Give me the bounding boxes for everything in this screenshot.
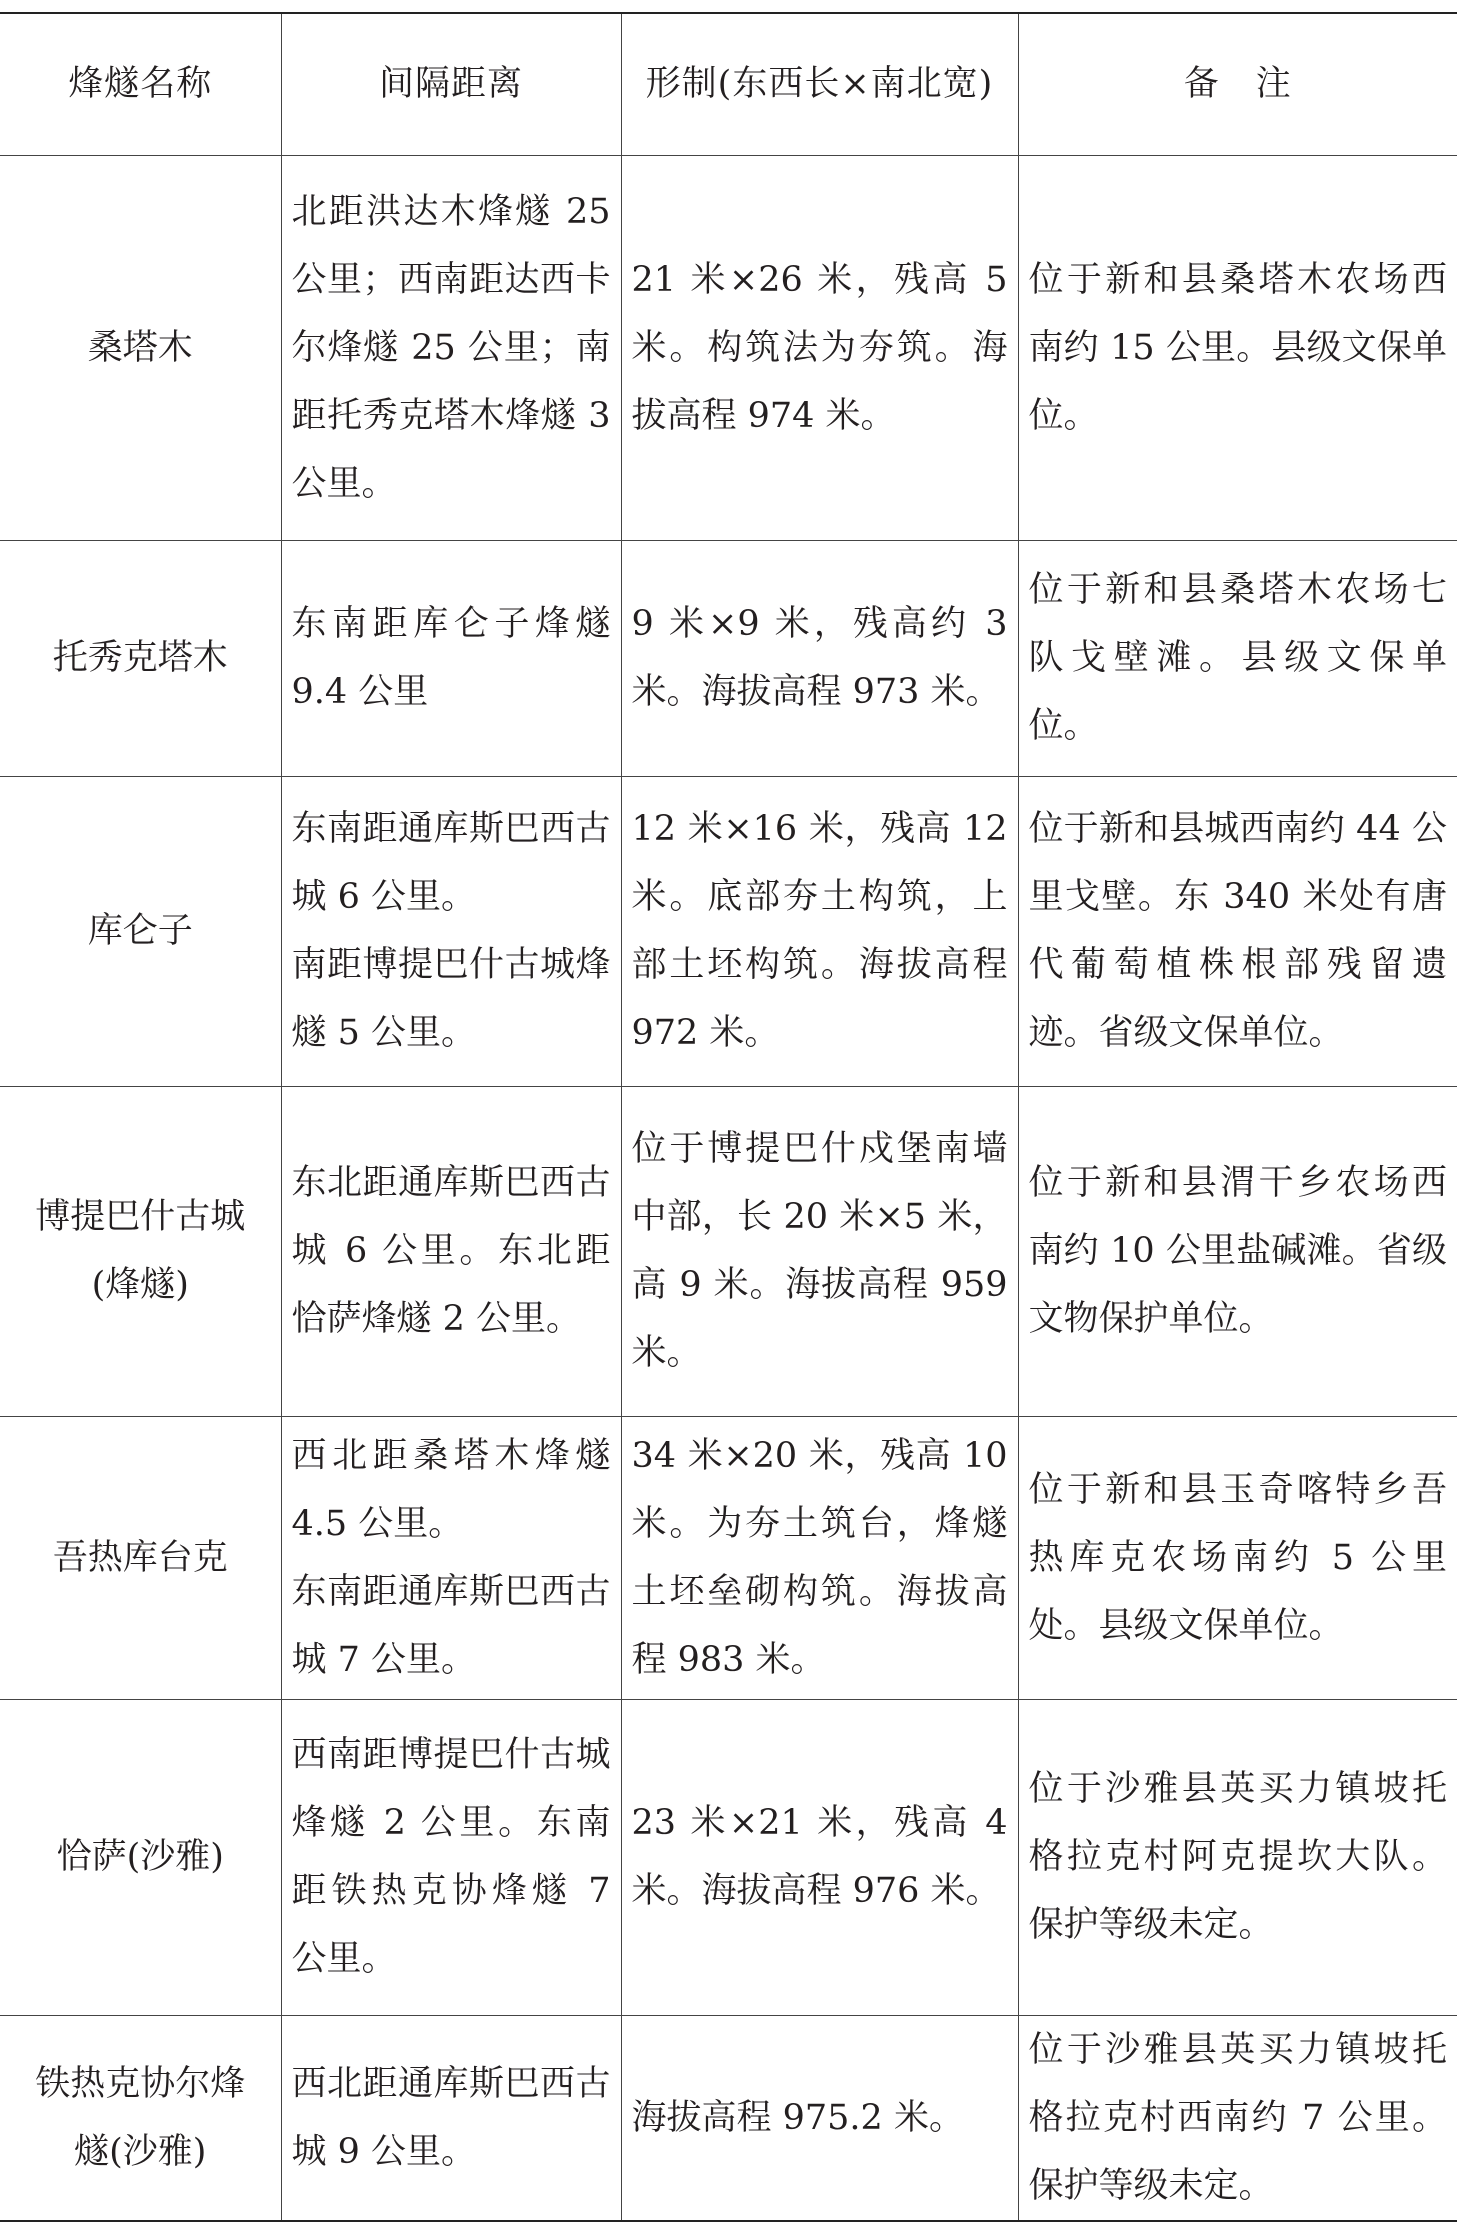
beacon-distance: 西北距桑塔木烽燧 4.5 公里。 东南距通库斯巴西古城 7 公里。 xyxy=(281,1416,621,1699)
beacon-name: 铁热克协尔烽 燧(沙雅) xyxy=(0,2015,281,2221)
beacon-note: 位于沙雅县英买力镇坡托格拉克村阿克提坎大队。保护等级未定。 xyxy=(1018,1699,1457,2015)
beacon-name: 恰萨(沙雅) xyxy=(0,1699,281,2015)
beacon-name: 托秀克塔木 xyxy=(0,540,281,776)
beacon-distance: 北距洪达木烽燧 25 公里；西南距达西卡尔烽燧 25 公里；南距托秀克塔木烽燧 3 公里。 xyxy=(281,155,621,540)
beacon-distance: 东南距通库斯巴西古城 6 公里。 南距博提巴什古城烽燧 5 公里。 xyxy=(281,776,621,1086)
beacon-note: 位于新和县玉奇喀特乡吾热库克农场南约 5 公里处。县级文保单位。 xyxy=(1018,1416,1457,1699)
beacon-name: 桑塔木 xyxy=(0,155,281,540)
table-row xyxy=(0,155,1457,540)
table-row xyxy=(0,1086,1457,1416)
beacon-note: 位于新和县城西南约 44 公里戈壁。东 340 米处有唐代葡萄植株根部残留遗迹。省级文保单位。 xyxy=(1018,776,1457,1086)
beacon-form: 位于博提巴什戍堡南墙中部，长 20 米×5 米，高 9 米。海拔高程 959 米。 xyxy=(621,1086,1018,1416)
beacon-table xyxy=(0,12,1457,2222)
beacon-form: 海拔高程 975.2 米。 xyxy=(621,2015,1018,2221)
beacon-form: 23 米×21 米，残高 4 米。海拔高程 976 米。 xyxy=(621,1699,1018,2015)
beacon-name: 库仑子 xyxy=(0,776,281,1086)
table-header-row xyxy=(0,13,1457,155)
table-row xyxy=(0,1416,1457,1699)
beacon-note: 位于新和县渭干乡农场西南约 10 公里盐碱滩。省级文物保护单位。 xyxy=(1018,1086,1457,1416)
header-note: 备 注 xyxy=(1018,13,1457,155)
beacon-distance: 东北距通库斯巴西古城 6 公里。东北距恰萨烽燧 2 公里。 xyxy=(281,1086,621,1416)
beacon-note: 位于沙雅县英买力镇坡托格拉克村西南约 7 公里。保护等级未定。 xyxy=(1018,2015,1457,2221)
table-row xyxy=(0,2015,1457,2221)
beacon-name: 博提巴什古城 (烽燧) xyxy=(0,1086,281,1416)
header-distance: 间隔距离 xyxy=(281,13,621,155)
beacon-name: 吾热库台克 xyxy=(0,1416,281,1699)
table-row xyxy=(0,776,1457,1086)
table-row xyxy=(0,1699,1457,2015)
beacon-distance: 西北距通库斯巴西古城 9 公里。 xyxy=(281,2015,621,2221)
header-form: 形制(东西长×南北宽) xyxy=(621,13,1018,155)
beacon-distance: 西南距博提巴什古城烽燧 2 公里。东南距铁热克协烽燧 7 公里。 xyxy=(281,1699,621,2015)
beacon-form: 21 米×26 米，残高 5 米。构筑法为夯筑。海拔高程 974 米。 xyxy=(621,155,1018,540)
beacon-note: 位于新和县桑塔木农场西南约 15 公里。县级文保单位。 xyxy=(1018,155,1457,540)
beacon-form: 12 米×16 米，残高 12 米。底部夯土构筑，上部土坯构筑。海拔高程 972 米。 xyxy=(621,776,1018,1086)
beacon-form: 9 米×9 米，残高约 3 米。海拔高程 973 米。 xyxy=(621,540,1018,776)
beacon-note: 位于新和县桑塔木农场七队戈壁滩。县级文保单位。 xyxy=(1018,540,1457,776)
beacon-distance: 东南距库仑子烽燧 9.4 公里 xyxy=(281,540,621,776)
header-name: 烽燧名称 xyxy=(0,13,281,155)
beacon-form: 34 米×20 米，残高 10 米。为夯土筑台，烽燧土坯垒砌构筑。海拔高程 983 米。 xyxy=(621,1416,1018,1699)
table-row xyxy=(0,540,1457,776)
